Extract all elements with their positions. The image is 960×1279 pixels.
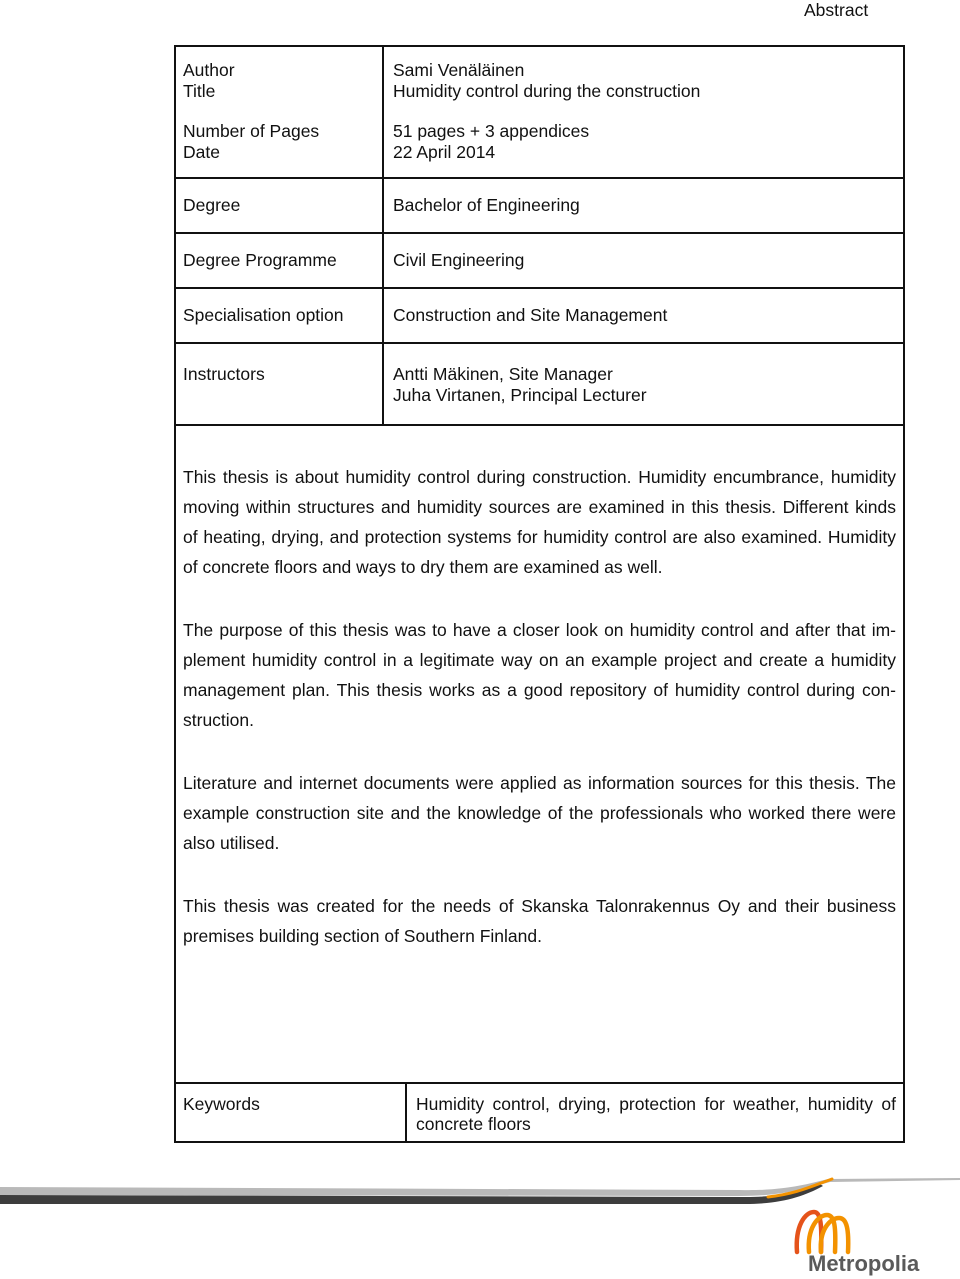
keywords-column-divider <box>405 1082 407 1143</box>
logo-text: Metropolia <box>808 1251 920 1276</box>
title-value: Humidity control during the construction <box>393 81 701 101</box>
text-line: premises building section of Southern Finland. <box>183 926 542 946</box>
abstract-paragraph <box>183 462 896 582</box>
date-value: 22 April 2014 <box>393 142 496 162</box>
row-divider <box>174 232 905 234</box>
text-line: struction. <box>183 710 254 730</box>
text-line: plement humidity control in a legitimate way on an example project and create a humidity <box>183 650 896 670</box>
programme-label: Degree Programme <box>183 250 337 270</box>
row-divider <box>174 342 905 344</box>
page-header-label: Abstract <box>804 0 869 20</box>
text-line: This thesis was created for the needs of Skanska Talonrakennus Oy and their business <box>183 896 896 916</box>
instructor-name: Antti Mäkinen, Site Manager <box>393 364 613 384</box>
text-line: This thesis is about humidity control during construction. Humidity encumbrance, humidity <box>183 467 896 487</box>
keywords-value <box>416 1094 896 1134</box>
instructors-values <box>393 364 647 406</box>
instructors-label: Instructors <box>183 364 265 384</box>
row-divider <box>174 424 905 426</box>
author-label: Author <box>183 60 235 80</box>
pages-date-labels <box>183 121 319 163</box>
text-line: The purpose of this thesis was to have a closer look on humidity control and after that im- <box>183 620 896 640</box>
author-title-labels <box>183 60 235 102</box>
row-divider <box>174 177 905 179</box>
text-line: moving within structures and humidity sources are examined in this thesis. Different kinds <box>183 497 896 517</box>
abstract-paragraph <box>183 891 896 951</box>
text-line: Literature and internet documents were applied as information sources for this thesis. The <box>183 773 896 793</box>
abstract-paragraph <box>183 615 896 735</box>
title-label: Title <box>183 81 216 101</box>
specialisation-label: Specialisation option <box>183 305 344 325</box>
text-line: management plan. This thesis works as a good repository of humidity control during con- <box>183 680 896 700</box>
text-line: of concrete floors and ways to dry them are examined as well. <box>183 557 663 577</box>
author-title-values <box>393 60 700 102</box>
keywords-label: Keywords <box>183 1094 260 1114</box>
text-line: also utilised. <box>183 833 280 853</box>
pages-value: 51 pages + 3 appendices <box>393 121 590 141</box>
author-value: Sami Venäläinen <box>393 60 525 80</box>
abstract-paragraph <box>183 768 896 858</box>
text-line: example construction site and the knowledge of the professionals who worked there were <box>183 803 896 823</box>
row-divider <box>174 287 905 289</box>
column-divider <box>382 45 384 425</box>
text-line: of heating, drying, and protection systems for humidity control are also examined. Humidity <box>183 527 896 547</box>
keywords-line: concrete floors <box>416 1114 531 1134</box>
abstract-body <box>183 462 896 984</box>
degree-value: Bachelor of Engineering <box>393 195 580 215</box>
degree-label: Degree <box>183 195 241 215</box>
keywords-row-divider <box>174 1082 905 1084</box>
pages-label: Number of Pages <box>183 121 320 141</box>
pages-date-values <box>393 121 589 163</box>
date-label: Date <box>183 142 220 162</box>
instructor-name: Juha Virtanen, Principal Lecturer <box>393 385 647 405</box>
programme-value: Civil Engineering <box>393 250 525 270</box>
metropolia-logo-icon <box>797 1212 848 1252</box>
keywords-line: Humidity control, drying, protection for weather, humidity of <box>416 1094 896 1114</box>
specialisation-value: Construction and Site Management <box>393 305 668 325</box>
